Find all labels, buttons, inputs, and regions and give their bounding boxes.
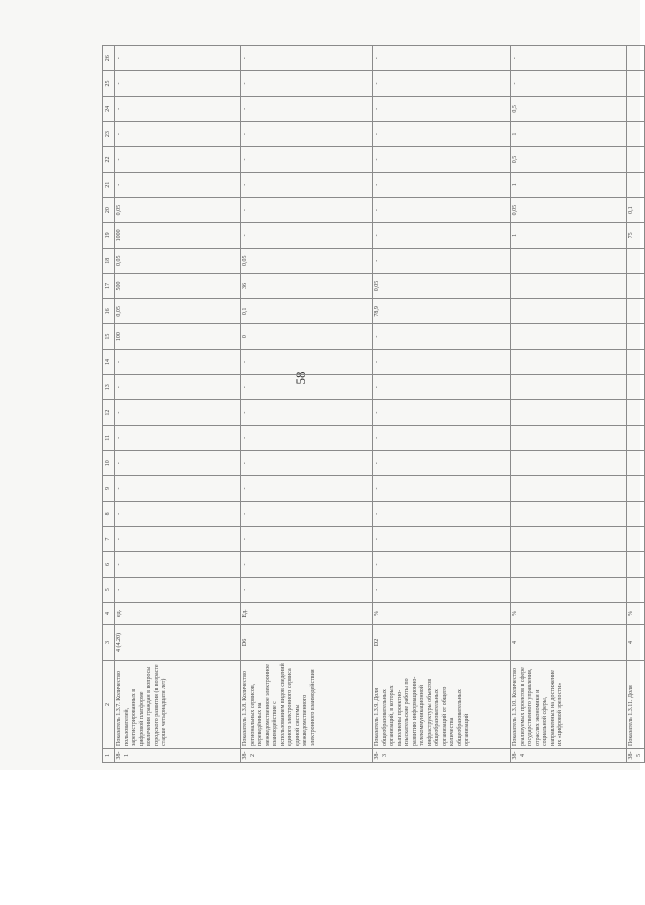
value-cell: - — [115, 172, 241, 197]
header-cell: 6 — [103, 552, 115, 577]
value-cell: - — [115, 425, 241, 450]
header-cell: 23 — [103, 122, 115, 147]
value-cell — [511, 273, 627, 298]
value-cell: - — [115, 375, 241, 400]
header-cell: 26 — [103, 46, 115, 71]
value-cell: 1 — [511, 122, 627, 147]
table-body — [103, 46, 645, 763]
value-cell: 0,05 — [241, 248, 373, 273]
header-cell: 7 — [103, 527, 115, 552]
header-cell: 9 — [103, 476, 115, 501]
value-cell — [627, 299, 645, 324]
header-cell: 5 — [103, 577, 115, 602]
value-cell: - — [115, 501, 241, 526]
indicator-name: Показатель 1.3.7. Количество пользователей, зарегистрированных в цифровой платформе вовлечения граждан в вопросы городского развития (в возрасте старше четырнадцати лет) — [115, 660, 241, 748]
value-cell: - — [373, 122, 511, 147]
value-cell: 1 — [511, 223, 627, 248]
value-cell — [627, 501, 645, 526]
value-cell: - — [241, 577, 373, 602]
value-cell: - — [241, 197, 373, 222]
value-cell: - — [115, 349, 241, 374]
value-cell — [511, 324, 627, 349]
value-cell: - — [373, 197, 511, 222]
value-cell — [627, 46, 645, 71]
value-cell: - — [241, 122, 373, 147]
header-cell: 14 — [103, 349, 115, 374]
value-cell: - — [373, 476, 511, 501]
value-cell: - — [241, 501, 373, 526]
value-cell: - — [373, 223, 511, 248]
header-cell: 22 — [103, 147, 115, 172]
value-cell: - — [241, 71, 373, 96]
indicator-code: 4 — [627, 624, 645, 660]
indicator-unit: % — [511, 602, 627, 624]
table-row — [627, 46, 645, 763]
header-cell: 16 — [103, 299, 115, 324]
value-cell — [627, 147, 645, 172]
value-cell: - — [241, 375, 373, 400]
value-cell: 0 — [241, 324, 373, 349]
indicator-name: Показатель 1.3.9. Доля общеобразовательных организаций, в которых выполнены проектно-изыскательские работы по развитию информационно-телекоммуникационной инфраструктуры объектов общеобразовательных организаций от общего количества общеобразовательных организаций — [373, 660, 511, 748]
value-cell: - — [241, 46, 373, 71]
indicator-code: 4 — [511, 624, 627, 660]
indicator-name: Показатель 1.3.8. Количество региональных сервисов, переведённых на межведомственное электронное взаимодействие с использованием видов сведений единого электронного сервиса единой системы межведомственного электронного взаимодействия — [241, 660, 373, 748]
row-id: 38-3 — [373, 749, 511, 763]
value-cell: - — [373, 425, 511, 450]
value-cell: 0,05 — [115, 197, 241, 222]
value-cell: - — [241, 172, 373, 197]
row-id: 38-2 — [241, 749, 373, 763]
header-cell: 25 — [103, 71, 115, 96]
table-row — [373, 46, 511, 763]
value-cell — [511, 349, 627, 374]
header-cell: 4 — [103, 602, 115, 624]
header-cell: 3 — [103, 624, 115, 660]
value-cell: - — [373, 324, 511, 349]
row-id: 38-1 — [115, 749, 241, 763]
value-cell: 75 — [627, 223, 645, 248]
value-cell: - — [373, 527, 511, 552]
value-cell: - — [241, 552, 373, 577]
value-cell — [511, 451, 627, 476]
value-cell: - — [115, 476, 241, 501]
value-cell — [627, 71, 645, 96]
value-cell — [627, 375, 645, 400]
table-row — [115, 46, 241, 763]
header-cell: 10 — [103, 451, 115, 476]
value-cell: 78,9 — [373, 299, 511, 324]
value-cell: - — [511, 71, 627, 96]
value-cell — [511, 501, 627, 526]
value-cell: - — [241, 527, 373, 552]
value-cell: 1 — [511, 172, 627, 197]
value-cell — [627, 425, 645, 450]
value-cell: - — [115, 552, 241, 577]
value-cell: - — [373, 96, 511, 121]
indicator-unit: % — [373, 602, 511, 624]
value-cell — [511, 248, 627, 273]
value-cell — [511, 476, 627, 501]
indicator-unit: % — [627, 602, 645, 624]
value-cell — [627, 324, 645, 349]
value-cell: - — [373, 349, 511, 374]
header-cell: 12 — [103, 400, 115, 425]
value-cell — [627, 527, 645, 552]
value-cell: - — [241, 147, 373, 172]
indicator-code: 4 (4.20) — [115, 624, 241, 660]
value-cell: - — [241, 476, 373, 501]
value-cell: - — [115, 122, 241, 147]
rotated-table-container — [102, 45, 642, 763]
value-cell: - — [241, 451, 373, 476]
value-cell: - — [115, 451, 241, 476]
table-row — [241, 46, 373, 763]
value-cell: - — [115, 71, 241, 96]
header-row — [103, 46, 115, 763]
value-cell: - — [241, 349, 373, 374]
indicator-unit: Ед. — [241, 602, 373, 624]
value-cell — [511, 375, 627, 400]
value-cell: - — [373, 552, 511, 577]
value-cell: - — [511, 46, 627, 71]
value-cell: - — [115, 147, 241, 172]
value-cell: 0,5 — [511, 96, 627, 121]
value-cell — [511, 527, 627, 552]
indicator-table — [102, 45, 645, 763]
value-cell — [627, 122, 645, 147]
value-cell — [627, 172, 645, 197]
value-cell: - — [115, 577, 241, 602]
value-cell: - — [241, 223, 373, 248]
value-cell: - — [241, 96, 373, 121]
header-cell: 1 — [103, 749, 115, 763]
value-cell — [627, 476, 645, 501]
value-cell: - — [373, 46, 511, 71]
header-cell: 8 — [103, 501, 115, 526]
value-cell: 36 — [241, 273, 373, 298]
value-cell: - — [373, 400, 511, 425]
value-cell — [627, 273, 645, 298]
value-cell — [627, 400, 645, 425]
value-cell: - — [373, 147, 511, 172]
value-cell — [627, 552, 645, 577]
value-cell: - — [115, 400, 241, 425]
value-cell: 0,05 — [511, 197, 627, 222]
header-cell: 2 — [103, 660, 115, 748]
value-cell — [627, 248, 645, 273]
indicator-code: D6 — [241, 624, 373, 660]
header-cell: 15 — [103, 324, 115, 349]
header-cell: 17 — [103, 273, 115, 298]
indicator-name: Показатель 1.3.10. Количество реализуемых проектов в сфере государственного управления, отраслях экономики и социальной сферы, направленных на достижение их «цифровой зрелости» — [511, 660, 627, 748]
value-cell — [627, 451, 645, 476]
value-cell: - — [241, 400, 373, 425]
value-cell: 0,1 — [627, 197, 645, 222]
row-id: 38-4 — [511, 749, 627, 763]
value-cell: 100 — [115, 324, 241, 349]
value-cell: - — [373, 577, 511, 602]
value-cell: 1000 — [115, 223, 241, 248]
value-cell: 500 — [115, 273, 241, 298]
value-cell: - — [115, 46, 241, 71]
value-cell: 0,1 — [241, 299, 373, 324]
value-cell: 0,05 — [115, 248, 241, 273]
row-id: 38-5 — [627, 749, 645, 763]
header-cell: 21 — [103, 172, 115, 197]
value-cell — [627, 96, 645, 121]
value-cell — [511, 299, 627, 324]
value-cell — [511, 400, 627, 425]
value-cell: - — [373, 375, 511, 400]
header-cell: 11 — [103, 425, 115, 450]
value-cell: - — [115, 527, 241, 552]
indicator-unit: ед. — [115, 602, 241, 624]
value-cell — [627, 577, 645, 602]
indicator-name: Показатель 1.3.11. Доля — [627, 660, 645, 748]
value-cell: 0,5 — [511, 147, 627, 172]
value-cell: 0,05 — [115, 299, 241, 324]
value-cell — [511, 425, 627, 450]
value-cell: - — [373, 501, 511, 526]
value-cell — [511, 577, 627, 602]
value-cell: 0,05 — [373, 273, 511, 298]
value-cell — [627, 349, 645, 374]
header-cell: 13 — [103, 375, 115, 400]
value-cell: - — [373, 172, 511, 197]
header-cell: 19 — [103, 223, 115, 248]
table-row — [511, 46, 627, 763]
value-cell: - — [373, 248, 511, 273]
value-cell — [511, 552, 627, 577]
header-cell: 18 — [103, 248, 115, 273]
header-cell: 24 — [103, 96, 115, 121]
header-cell: 20 — [103, 197, 115, 222]
value-cell: - — [373, 451, 511, 476]
value-cell: - — [241, 425, 373, 450]
value-cell: - — [373, 71, 511, 96]
value-cell: - — [115, 96, 241, 121]
page-number: 58 — [293, 371, 308, 385]
indicator-code: D2 — [373, 624, 511, 660]
